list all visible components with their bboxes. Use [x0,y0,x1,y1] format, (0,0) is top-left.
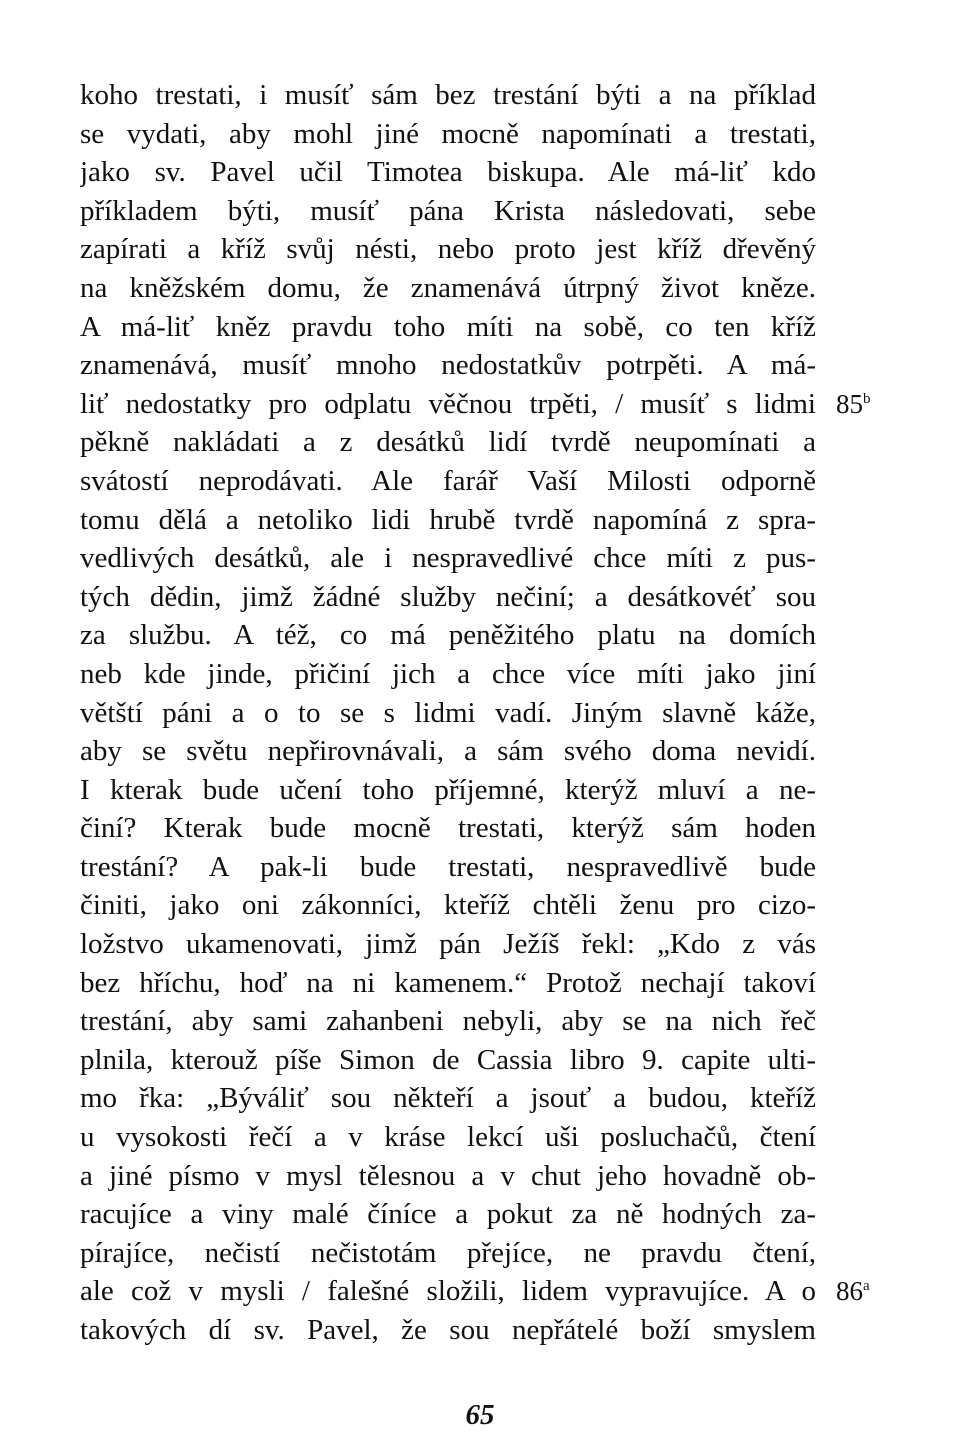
text-line: racujíce a viny malé číníce a pokut za ně hodných za- [80,1198,816,1231]
text-line: ale což v mysli / falešné složili, lidem vypravujíce. A o [80,1275,816,1308]
margin-folio-side: a [863,1278,870,1294]
text-line: vedlivých desátků, ale i nespravedlivé chce míti z pus- [80,542,816,575]
text-line: koho trestati, i musíť sám bez trestání býti a na příklad [80,79,816,111]
text-line: pěkně nakládati a z desátků lidí tvrdě neupomínati a [80,426,816,459]
margin-folio-number: 85 [836,389,863,419]
text-line: neb kde jinde, přičiní jich a chce více míti jako jiní [80,657,816,690]
text-line: na kněžském domu, že znamenává útrpný život kněze. [80,271,816,304]
text-line: se vydati, aby mohl jiné mocně napomínati a trestati, [80,117,816,150]
text-line: liť nedostatky pro odplatu věčnou trpěti, / musíť s lidmi [80,387,816,420]
margin-folio-side: b [863,391,871,407]
text-line: I kterak bude učení toho příjemné, kterýž mluví a ne- [80,773,816,806]
text-line: u vysokosti řečí a v kráse lekcí uši posluchačů, čtení [80,1121,816,1154]
text-line: příkladem býti, musíť pána Krista následovati, sebe [80,194,816,227]
text-line: takových dí sv. Pavel, že sou nepřátelé boží smyslem [80,1314,816,1346]
text-line: bez hříchu, hoď na ni kamenem.“ Protož nechají takoví [80,966,816,999]
text-line: aby se světu nepřirovnávali, a sám svého doma nevidí. [80,735,816,768]
text-line: větští páni a o to se s lidmi vadí. Jiným slavně káže, [80,696,816,729]
text-line: pírajíce, nečistí nečistotám přejíce, ne pravdu čtení, [80,1236,816,1269]
page-number: 65 [465,1399,495,1431]
body-text [80,76,816,1350]
text-line: činiti, jako oni zákonníci, kteříž chtěli ženu pro cizo- [80,889,816,922]
text-line: trestání, aby sami zahanbeni nebyli, aby se na nich řeč [80,1005,816,1038]
margin-folio-note [836,385,871,424]
text-line: zapírati a kříž svůj nésti, nebo proto jest kříž dřevěný [80,233,816,266]
text-line: znamenává, musíť mnoho nedostatkův potrpěti. A má- [80,349,816,382]
text-line: svátostí neprodávati. Ale farář Vaší Milosti odporně [80,464,816,497]
text-line: ložstvo ukamenovati, jimž pán Ježíš řekl: „Kdo z vás [80,928,816,961]
text-line: jako sv. Pavel učil Timotea biskupa. Ale má-liť kdo [80,156,816,189]
text-line: A má-liť kněz pravdu toho míti na sobě, co ten kříž [80,310,816,343]
text-line: a jiné písmo v mysl tělesnou a v chut jeho hovadně ob- [80,1159,816,1192]
text-line: mo řka: „Býváliť sou někteří a jsouť a budou, kteříž [80,1082,816,1115]
margin-folio-number: 86 [836,1276,863,1306]
text-line: trestání? A pak-li bude trestati, nespravedlivě bude [80,850,816,883]
text-line: tých dědin, jimž žádné služby nečiní; a desátkovéť sou [80,580,816,613]
text-line: činí? Kterak bude mocně trestati, kterýž sám hoden [80,812,816,845]
text-line: plnila, kterouž píše Simon de Cassia libro 9. capite ulti- [80,1043,816,1076]
text-line: za službu. A též, co má peněžitého platu na domích [80,619,816,652]
margin-folio-note [836,1272,870,1311]
text-line: tomu dělá a netoliko lidi hrubě tvrdě napomíná z spra- [80,503,816,536]
